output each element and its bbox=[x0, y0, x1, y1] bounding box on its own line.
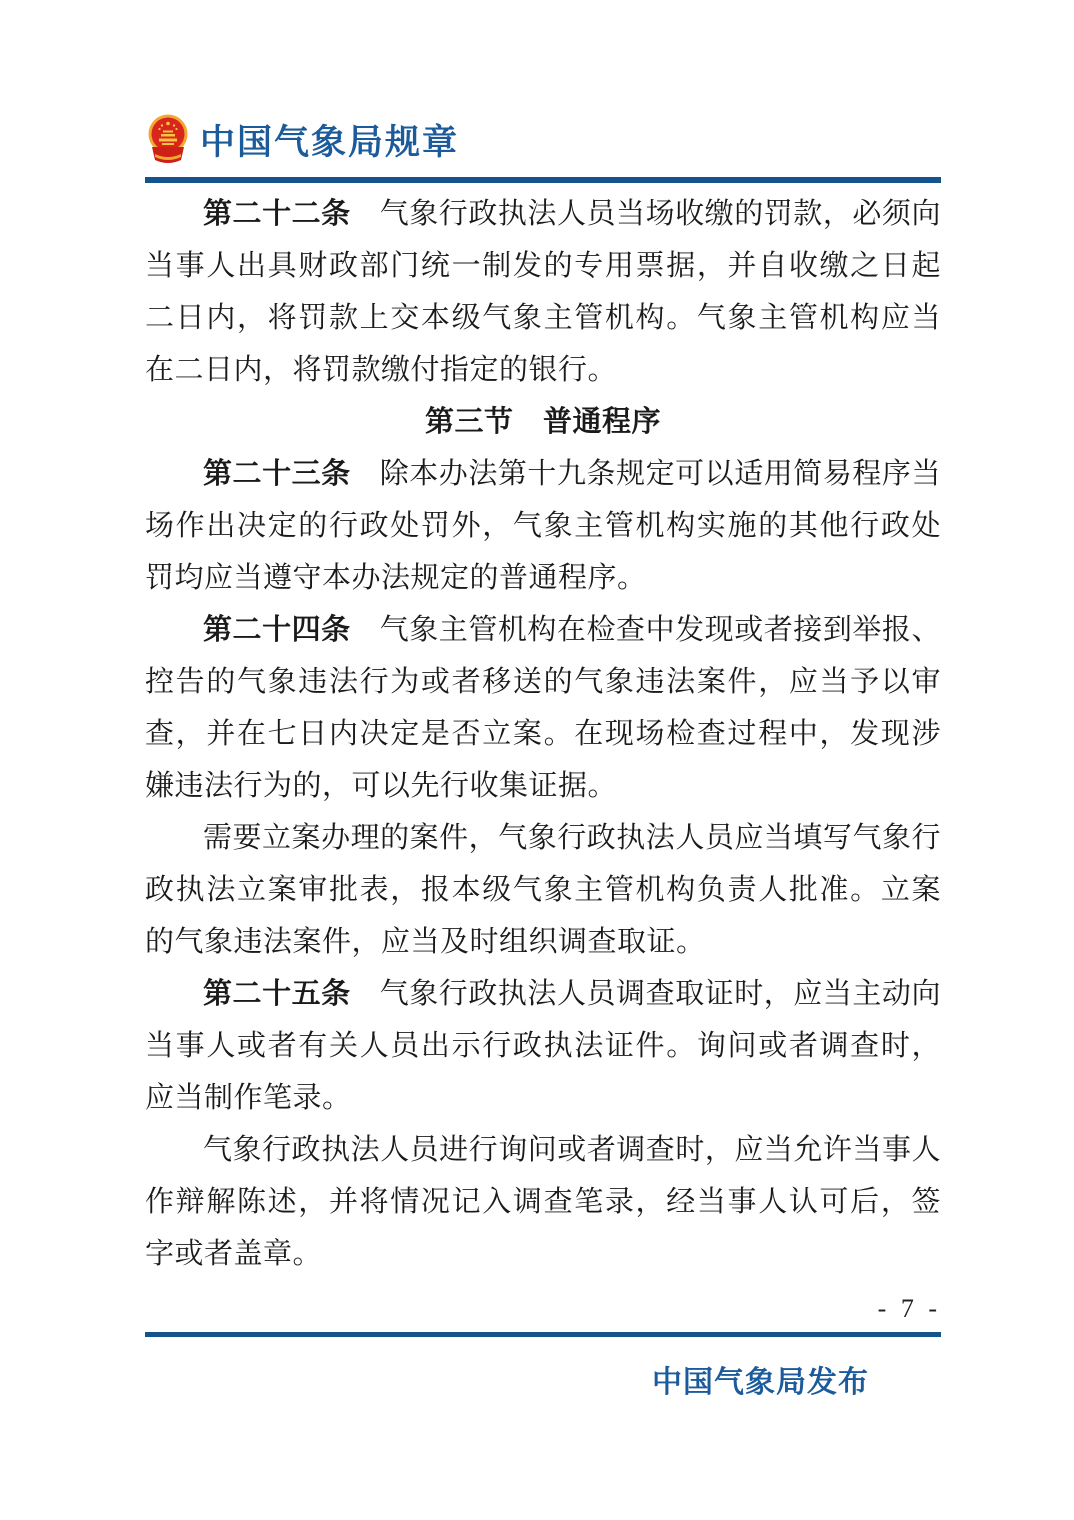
national-emblem-icon bbox=[145, 114, 191, 166]
article-25-text: 气象行政执法人员调查取证时，应当主动向当事人或者有关人员出示行政执法证件。询问或者调查时，应当制作笔录。 bbox=[145, 978, 941, 1114]
article-23-text: 除本办法第十九条规定可以适用简易程序当场作出决定的行政处罚外，气象主管机构实施的其他行政处罚均应当遵守本办法规定的普通程序。 bbox=[145, 458, 941, 594]
article-24-paragraph bbox=[145, 604, 941, 812]
page-number: - 7 - bbox=[877, 1294, 941, 1323]
article-25-number: 第二十五条 bbox=[203, 978, 351, 1010]
article-24-number: 第二十四条 bbox=[203, 614, 351, 646]
document-page bbox=[145, 0, 941, 1401]
article-25-paragraph-2: 气象行政执法人员进行询问或者调查时，应当允许当事人作辩解陈述，并将情况记入调查笔录，经当事人认可后，签字或者盖章。 bbox=[145, 1134, 941, 1270]
article-24-text: 气象主管机构在检查中发现或者接到举报、控告的气象违法行为或者移送的气象违法案件，应当予以审查，并在七日内决定是否立案。在现场检查过程中，发现涉嫌违法行为的，可以先行收集证据。 bbox=[145, 614, 941, 802]
article-25-paragraph bbox=[145, 968, 941, 1124]
article-22-text: 气象行政执法人员当场收缴的罚款，必须向当事人出具财政部门统一制发的专用票据，并自收缴之日起二日内，将罚款上交本级气象主管机构。气象主管机构应当在二日内，将罚款缴付指定的银行。 bbox=[145, 198, 941, 386]
article-24-paragraph-2: 需要立案办理的案件，气象行政执法人员应当填写气象行政执法立案审批表，报本级气象主管机构负责人批准。立案的气象违法案件，应当及时组织调查取证。 bbox=[145, 822, 941, 958]
page-footer bbox=[145, 1294, 941, 1401]
article-23-paragraph bbox=[145, 448, 941, 604]
page-header bbox=[145, 0, 941, 183]
article-22-paragraph bbox=[145, 188, 941, 396]
article-22-number: 第二十二条 bbox=[203, 198, 351, 230]
section-3-heading: 第三节 普通程序 bbox=[424, 406, 661, 438]
page-header-title: 中国气象局规章 bbox=[200, 122, 460, 162]
header-divider bbox=[145, 177, 941, 183]
document-body bbox=[145, 188, 941, 1280]
footer-divider bbox=[145, 1332, 941, 1337]
publisher-label: 中国气象局发布 bbox=[652, 1366, 869, 1399]
article-23-number: 第二十三条 bbox=[203, 458, 351, 490]
